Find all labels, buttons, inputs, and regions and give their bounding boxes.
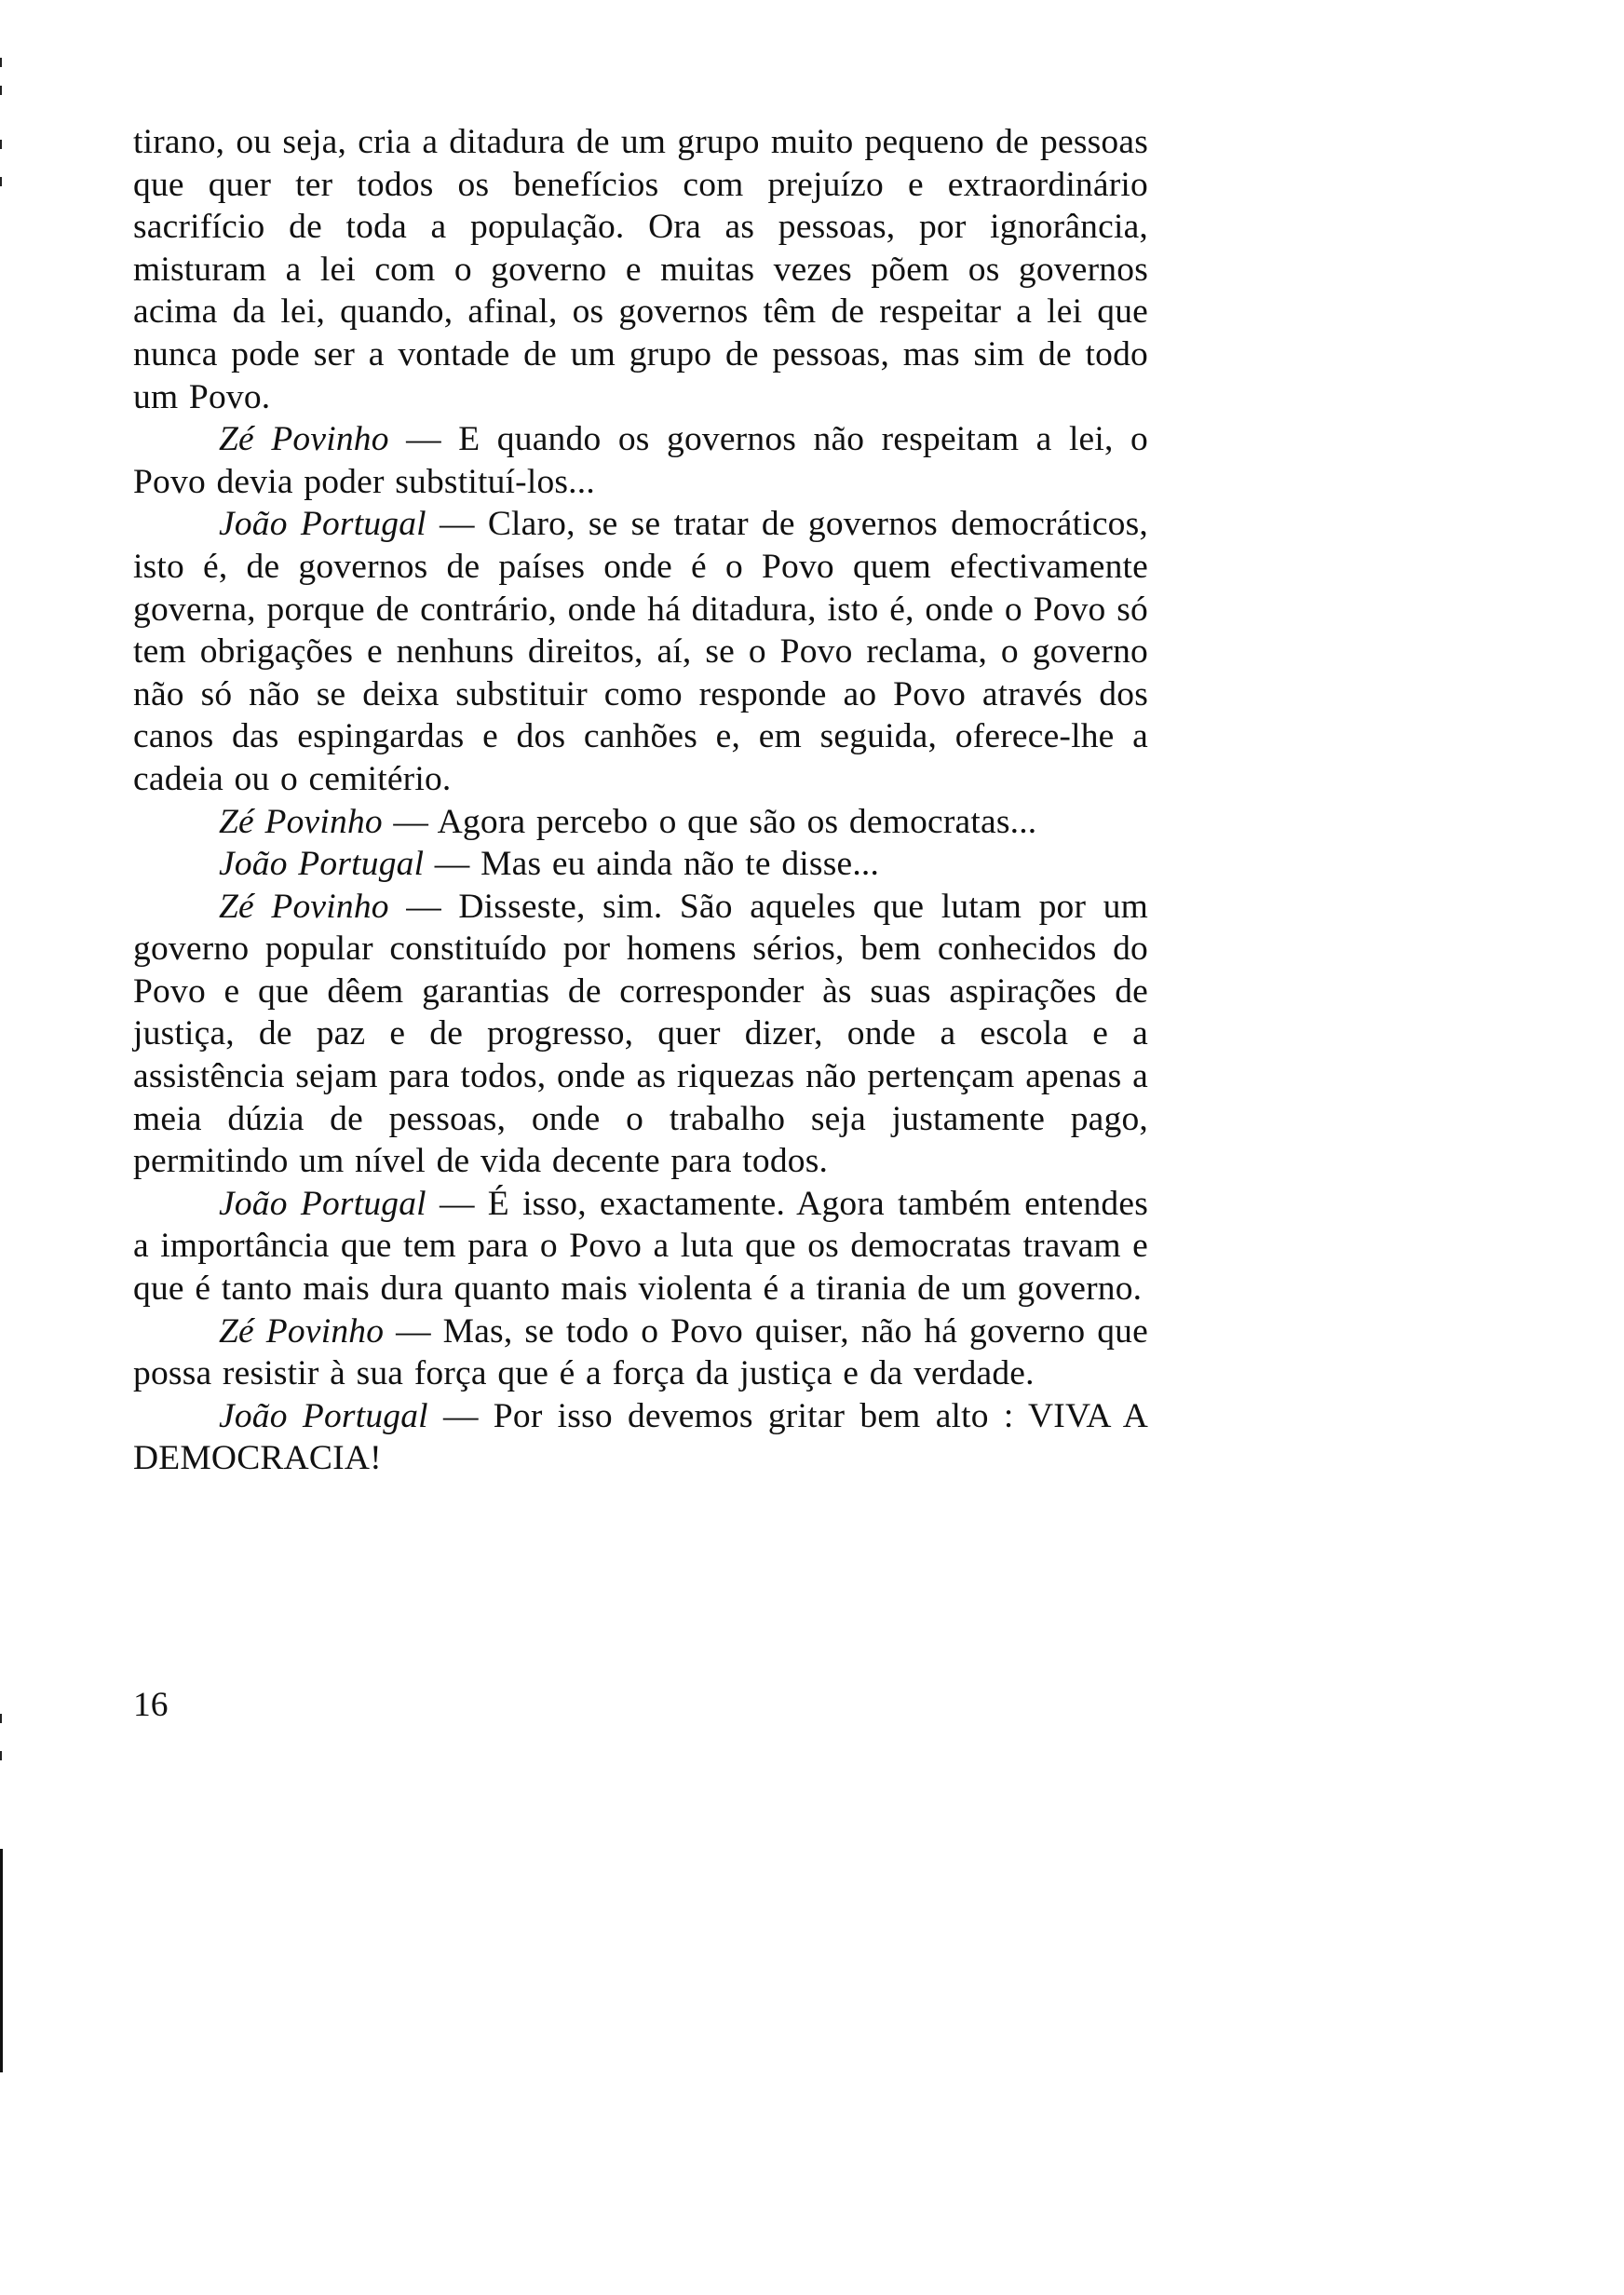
dialogue-ze-povinho-2 — [133, 801, 1148, 844]
dialogue-text: — Mas eu ainda não te disse... — [424, 845, 880, 884]
scan-edge-mark — [0, 1751, 2, 1760]
dialogue-text: — Agora percebo o que são os democratas... — [382, 802, 1037, 841]
scan-edge-mark — [0, 1714, 2, 1723]
dialogue-text: — Disseste, sim. São aqueles que lutam por um governo popular constituído por homens sérios, bem conhecidos do Povo e que dêem garantias de corresponder às suas aspirações de justiça, de paz e de progresso, quer dizer, onde a escola e a assistência sejam para todos, onde as riquezas não pertençam apenas a meia dúzia de pessoas, onde o trabalho seja justamente pago, permitindo um nível de vida decente para todos. — [133, 887, 1148, 1181]
dialogue-ze-povinho-3 — [133, 886, 1148, 1183]
dialogue-joao-portugal-3 — [133, 1183, 1148, 1310]
speaker-name: Zé Povinho — [219, 802, 383, 841]
dialogue-text: — E quando os governos não respeitam a lei, o Povo devia poder substituí-los... — [133, 420, 1148, 501]
paragraph-intro — [133, 121, 1148, 418]
page-number: 16 — [133, 1686, 169, 1724]
dialogue-joao-portugal-4 — [133, 1395, 1148, 1480]
scan-edge-mark — [0, 177, 2, 186]
scan-edge-mark — [0, 140, 2, 149]
page-body — [133, 121, 1148, 1480]
speaker-name: Zé Povinho — [219, 420, 389, 459]
dialogue-text: — Claro, se se tratar de governos democráticos, isto é, de governos de países onde é o Povo quem efectivamente governa, porque de contrário, onde há ditadura, isto é, onde o Povo só tem obrigações e nenhuns direitos, aí, se o Povo reclama, o governo não só não se deixa substituir como responde ao Povo através dos canos das espingardas e dos canhões e, em seguida, oferece-lhe a cadeia ou o cemitério. — [133, 505, 1148, 798]
speaker-name: Zé Povinho — [219, 1311, 385, 1351]
paragraph-text: tirano, ou seja, cria a ditadura de um grupo muito pequeno de pessoas que quer ter todos os benefícios com prejuízo e extraordinário sacrifício de toda a população. Ora as pessoas, por ignorância, misturam a lei com o governo e muitas vezes põem os governos acima da lei, quando, afinal, os governos têm de respeitar a lei que nunca pode ser a vontade de um grupo de pessoas, mas sim de todo um Povo. — [133, 123, 1148, 416]
scan-edge-line — [0, 1849, 3, 2072]
speaker-name: João Portugal — [219, 1396, 428, 1435]
dialogue-ze-povinho-4 — [133, 1310, 1148, 1395]
speaker-name: João Portugal — [219, 845, 425, 884]
scan-edge-mark — [0, 86, 2, 95]
dialogue-text: — É isso, exactamente. Agora também entendes a importância que tem para o Povo a luta que os democratas travam e que é tanto mais dura quanto mais violenta é a tirania de um governo. — [133, 1184, 1148, 1309]
speaker-name: João Portugal — [219, 1184, 426, 1223]
dialogue-joao-portugal-2 — [133, 843, 1148, 886]
dialogue-ze-povinho-1 — [133, 418, 1148, 503]
dialogue-joao-portugal-1 — [133, 503, 1148, 800]
dialogue-text: — Mas, se todo o Povo quiser, não há governo que possa resistir à sua força que é a força da justiça e da verdade. — [133, 1311, 1148, 1393]
scan-edge-mark — [0, 58, 2, 67]
speaker-name: Zé Povinho — [219, 887, 389, 926]
speaker-name: João Portugal — [219, 505, 426, 544]
dialogue-text: — Por isso devemos gritar bem alto : VIVA A DEMOCRACIA! — [133, 1396, 1148, 1478]
